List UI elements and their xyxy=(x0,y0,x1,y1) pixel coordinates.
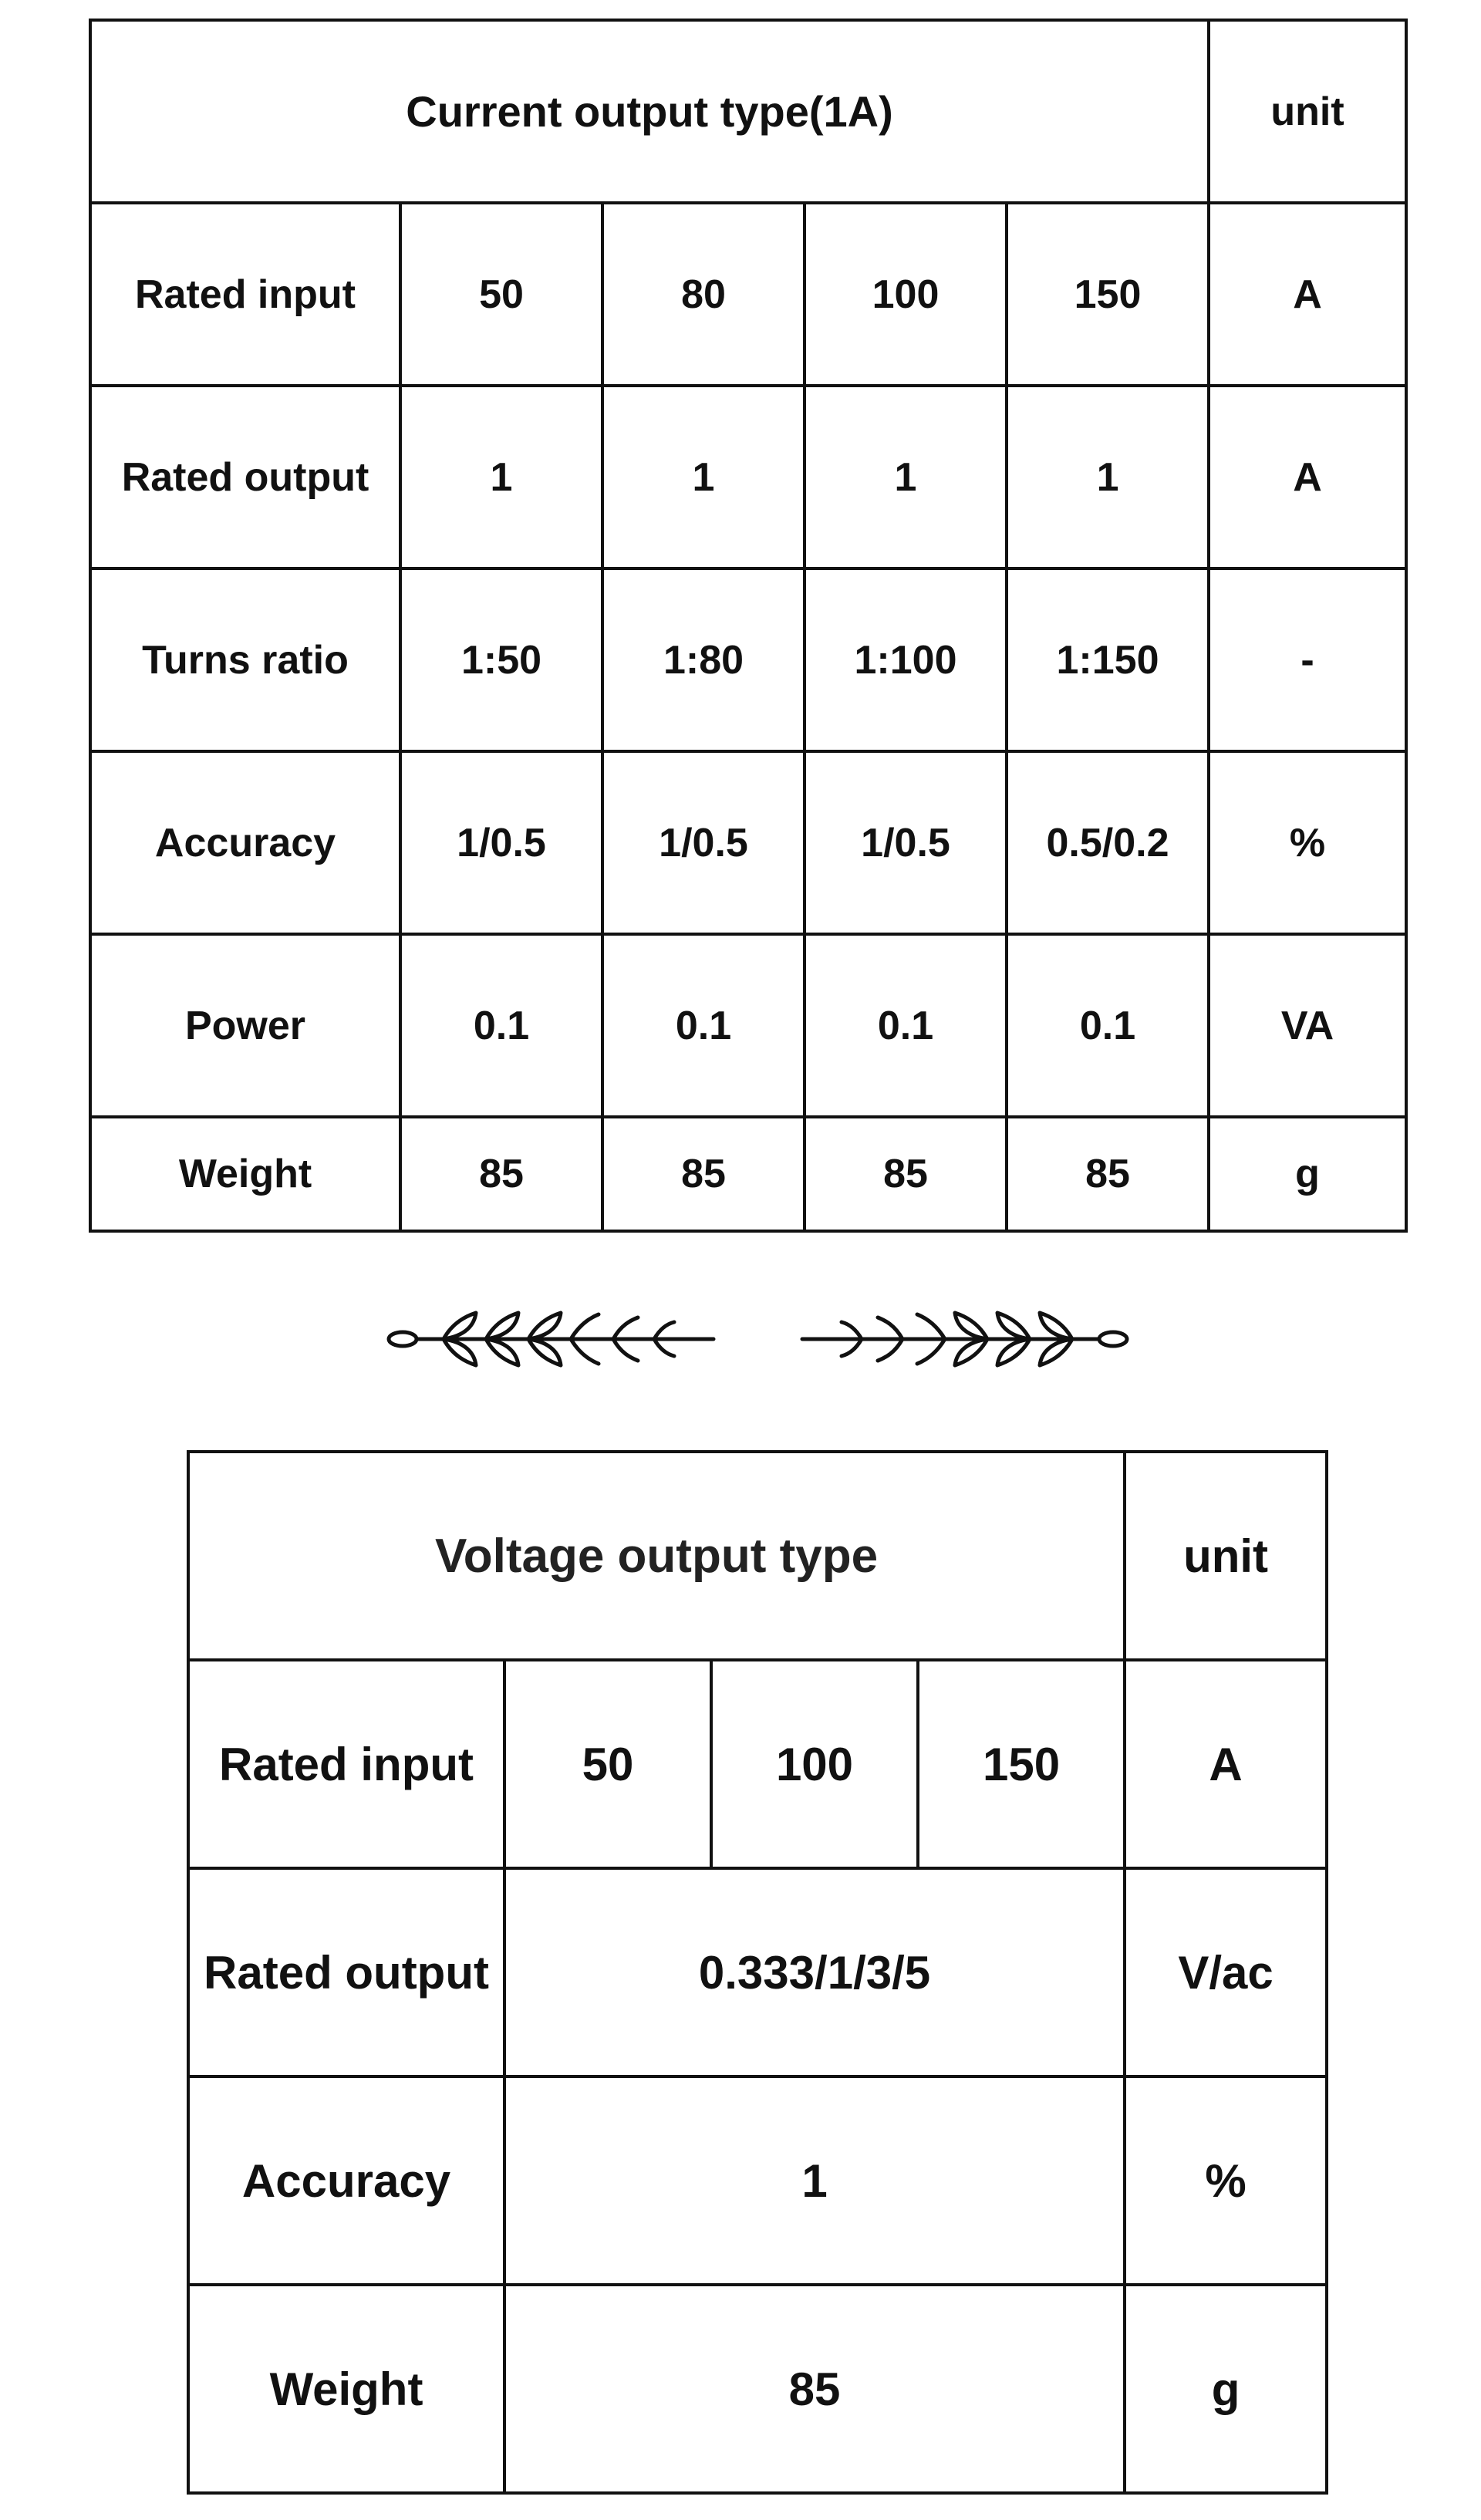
row-label: Turns ratio xyxy=(90,568,400,751)
table-cell: 85 xyxy=(602,1117,805,1231)
table-cell: 1 xyxy=(1007,386,1209,568)
row-label: Accuracy xyxy=(188,2076,504,2285)
table-cell: 85 xyxy=(805,1117,1007,1231)
table-cell: 0.1 xyxy=(805,934,1007,1117)
table-cell: 0.5/0.2 xyxy=(1007,751,1209,934)
table-cell: 1:50 xyxy=(400,568,602,751)
table-row xyxy=(188,2076,1327,2285)
table-cell: 100 xyxy=(805,203,1007,386)
unit-cell: g xyxy=(1209,1117,1406,1231)
table-title: Current output type(1A) xyxy=(90,20,1209,203)
table-cell: 1:80 xyxy=(602,568,805,751)
table-cell: 1 xyxy=(602,386,805,568)
table-cell: 85 xyxy=(1007,1117,1209,1231)
unit-cell: g xyxy=(1125,2285,1327,2493)
table-cell: 1/0.5 xyxy=(602,751,805,934)
table-cell: 1:100 xyxy=(805,568,1007,751)
table-cell: 85 xyxy=(400,1117,602,1231)
table-cell: 50 xyxy=(504,1660,711,1868)
unit-cell: A xyxy=(1209,203,1406,386)
table-cell: 150 xyxy=(1007,203,1209,386)
row-label: Rated output xyxy=(188,1868,504,2076)
unit-cell: A xyxy=(1125,1660,1327,1868)
table-header-row xyxy=(188,1452,1327,1660)
row-label: Weight xyxy=(188,2285,504,2493)
row-label: Rated input xyxy=(90,203,400,386)
unit-cell: % xyxy=(1125,2076,1327,2285)
table-cell: 1 xyxy=(504,2076,1125,2285)
table-cell: 100 xyxy=(711,1660,918,1868)
table-cell: 50 xyxy=(400,203,602,386)
row-label: Weight xyxy=(90,1117,400,1231)
table-cell: 0.1 xyxy=(1007,934,1209,1117)
table-cell: 80 xyxy=(602,203,805,386)
unit-cell: V/ac xyxy=(1125,1868,1327,2076)
table-cell: 1 xyxy=(805,386,1007,568)
table-row xyxy=(188,2285,1327,2493)
unit-cell: - xyxy=(1209,568,1406,751)
row-label: Accuracy xyxy=(90,751,400,934)
unit-cell: % xyxy=(1209,751,1406,934)
unit-header: unit xyxy=(1209,20,1406,203)
row-label: Rated input xyxy=(188,1660,504,1868)
table-cell: 1 xyxy=(400,386,602,568)
table-row xyxy=(188,1868,1327,2076)
table-cell: 1/0.5 xyxy=(400,751,602,934)
table-cell: 0.333/1/3/5 xyxy=(504,1868,1125,2076)
voltage-output-table xyxy=(187,1450,1328,2495)
table-cell: 0.1 xyxy=(602,934,805,1117)
unit-cell: A xyxy=(1209,386,1406,568)
table-cell: 85 xyxy=(504,2285,1125,2493)
table-title: Voltage output type xyxy=(188,1452,1125,1660)
unit-cell: VA xyxy=(1209,934,1406,1117)
unit-header: unit xyxy=(1125,1452,1327,1660)
table-cell: 1/0.5 xyxy=(805,751,1007,934)
table-cell: 150 xyxy=(918,1660,1125,1868)
row-label: Rated output xyxy=(90,386,400,568)
table-cell: 0.1 xyxy=(400,934,602,1117)
table-cell: 1:150 xyxy=(1007,568,1209,751)
table-row xyxy=(188,1660,1327,1868)
row-label: Power xyxy=(90,934,400,1117)
